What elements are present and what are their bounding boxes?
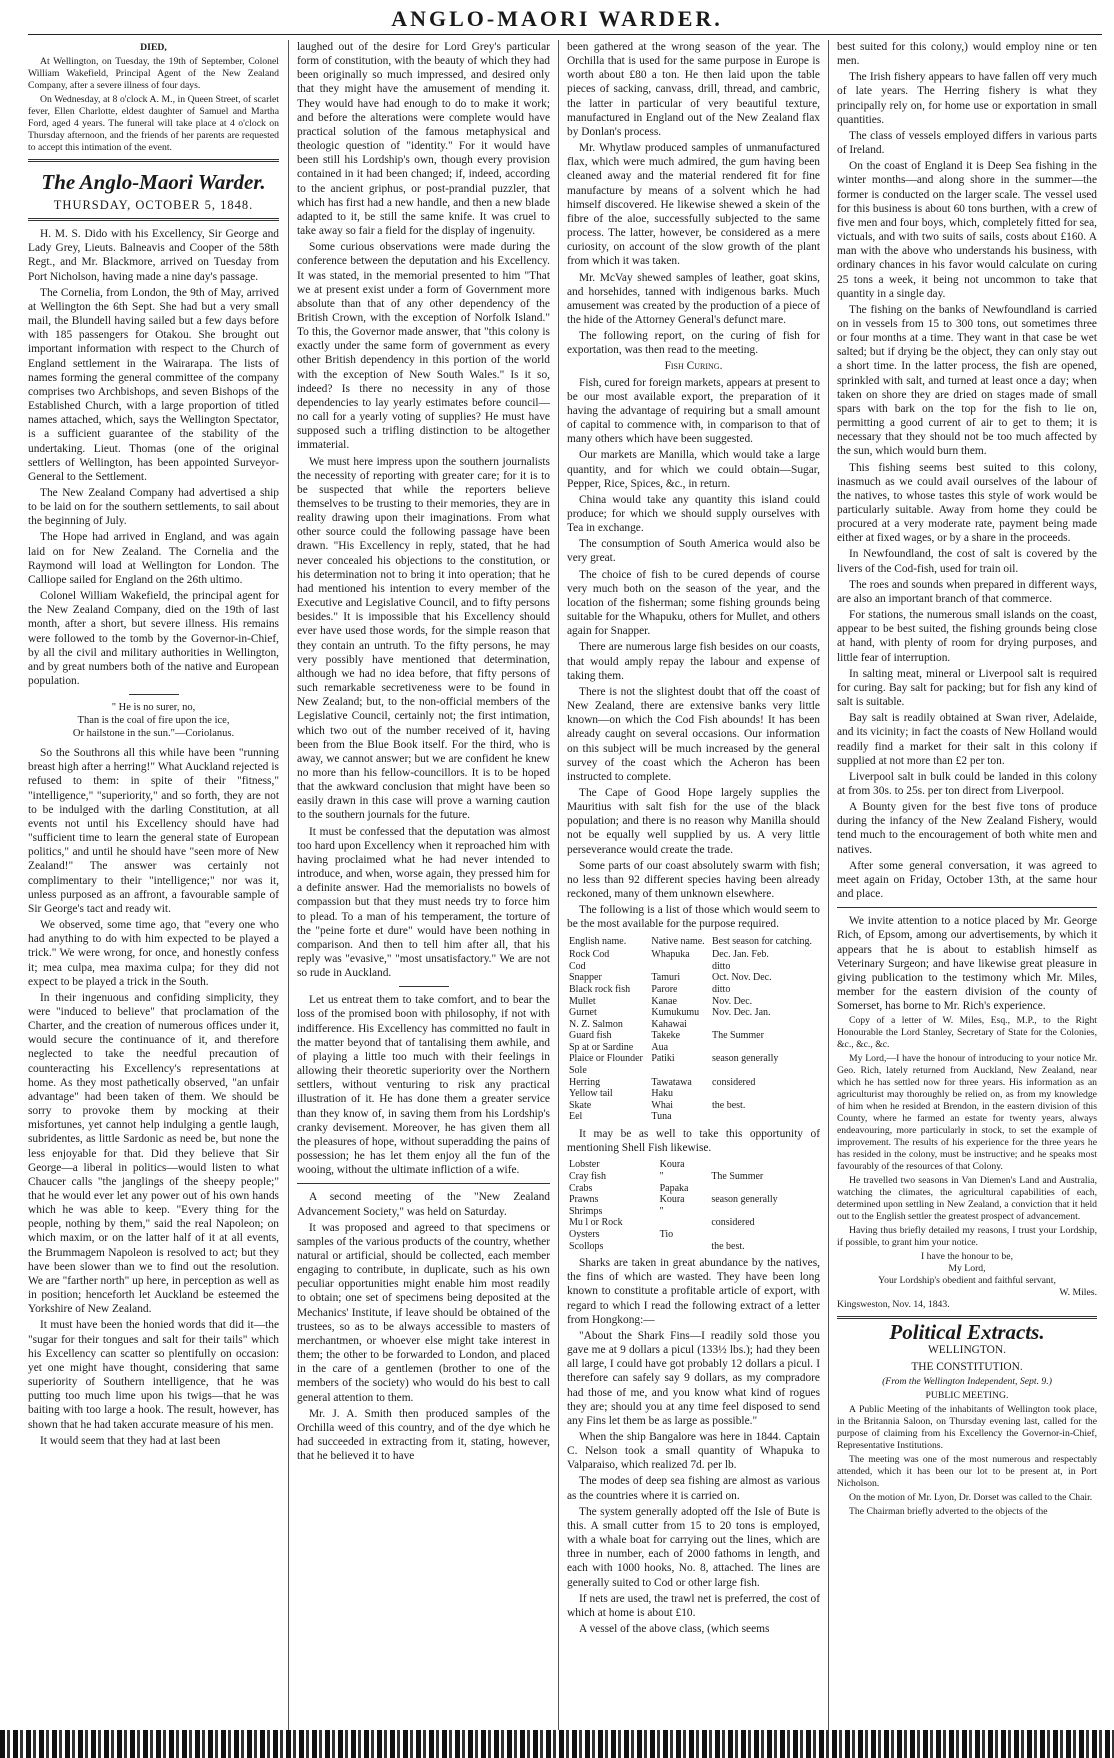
article-paragraph: A second meeting of the "New Zealand Advancement Society," was held on Saturday. xyxy=(297,1191,550,1218)
table-cell: Skate xyxy=(569,1099,592,1111)
divider xyxy=(297,1183,550,1184)
column-divider xyxy=(558,40,559,1730)
article-paragraph: best suited for this colony,) would employ nine or ten men. xyxy=(837,41,1097,68)
paper-title: The Anglo-Maori Warder. xyxy=(41,170,266,194)
article-paragraph: This fishing seems best suited to this colony, inasmuch as we could avail ourselves of the labour of the natives, to whose tastes this style of work would be particularly suitable. Away from home they could be procured at a very moderate rate, payment being made either at fixed wages, or by a share in the proceeds. xyxy=(837,461,1097,545)
table-cell xyxy=(710,1088,820,1100)
table-cell: ditto xyxy=(712,960,731,972)
table-cell: Mu l or Rock xyxy=(569,1217,623,1229)
article-paragraph: It was proposed and agreed to that specimens or samples of the various products of the country, whether natural or artificial, should be collected, each member engaging to contribute, in duplicate, such as his own peculiar opportunities might enable him most readily to obtain; one set of specimens being deposited at the Mechanics' Institute, if leave should be obtained of the trustees, so as to be always accessible to masters of merchantmen, or whoever else might take interest in them; the other to be forwarded to London, and placed in the care of a gentlemen (brother to one of the members of the society) who would do his best to call general attention to them. xyxy=(297,1221,550,1404)
table-cell xyxy=(709,1206,820,1218)
article-paragraph: If nets are used, the trawl net is preferred, the cost of which at home is about £10. xyxy=(567,1592,820,1619)
letter-signature: W. Miles. xyxy=(1059,1287,1097,1299)
article-paragraph: Let us entreat them to take comfort, and to bear the loss of the promised boon with philosophy, if not with indifference. His Excellency has committed no fault in the matter beyond that of tantalising them awhile, and of playing a little too much with their feelings in allowing their theoretic superiority over the Northern settlers, without venturing to risk any practical illustration of it. He has done them a greater service than they know of, in saving them from his Lordship's cranky devisement. Moreover, he has given them all the pleasures of hope, without superadding the pains of possession; he has let them enjoy all the fun of the wooing, without the ultimate infliction of a wife. xyxy=(297,994,550,1177)
article-paragraph: "About the Shark Fins—I readily sold those you gave me at 9 dollars a picul (133½ lbs.); had they been all large, I could have got probably 12 dollars a picul. I therefore can safely say 9 dollars, as my compradore had those of me, and you know what kind of rogues they are; should you at any time feel disposed to send any Fins let them be as large as possible." xyxy=(567,1329,820,1427)
article-paragraph: A vessel of the above class, (which seems xyxy=(579,1623,770,1635)
article-paragraph: Colonel William Wakefield, the principal agent for the New Zealand Company, died on the 19th of last month, after a short, but severe illness. His remains were followed to the tomb by the Governor-in-Chief, by all the civil and military authorities in Wellington, and by great numbers both of the native and European population. xyxy=(28,590,279,687)
table-row xyxy=(567,1194,820,1206)
article-paragraph: The consumption of South America would also be very great. xyxy=(567,538,820,565)
table-cell: Crabs xyxy=(569,1182,593,1194)
table-cell: Tamuri xyxy=(651,972,681,984)
fish-table-body xyxy=(567,949,820,1123)
table-cell: considered xyxy=(711,1217,755,1229)
epigraph-line: " He is no surer, no, xyxy=(111,702,196,714)
shellfish-table-body xyxy=(567,1159,820,1252)
table-cell xyxy=(710,1042,820,1054)
article-paragraph: Some parts of our coast absolutely swarm with fish; no less than 92 different species having been already reckoned, many of them unknown elsewhere. xyxy=(567,859,820,901)
divider xyxy=(28,218,279,221)
table-cell: N. Z. Salmon xyxy=(569,1018,623,1030)
table-cell: Aua xyxy=(651,1041,669,1053)
article-paragraph: It must be confessed that the deputation was almost too hard upon Excellency when it reproached him with having proclaimed what he had never intended to introduce, and when, worse again, they pressed him for a definite answer. Had the memorialists no bowels of compassion but that they must needs try to force him to plead. To a man of his temperament, the torture of the "peine forte et dure" would have been nothing in comparison. And then to tell him after all, that his reply was "evasive," "most unsatisfactory." We are not so rude in Auckland. xyxy=(297,825,550,980)
table-cell: season generally xyxy=(711,1194,778,1206)
article-paragraph: There is not the slightest doubt that off the coast of New Zealand, there are extensive banks very little known—on which the Cod Fish abounds! It has been already caught on several occasions. Our information on this subject will be much increased by the general survey of the coast which the Acheron has been instructed to complete. xyxy=(567,685,820,783)
article-paragraph: H. M. S. Dido with his Excellency, Sir George and Lady Grey, Lieuts. Balneavis and Cooper of the 58th Regt., and Mr. Blackmore, arrived on Tuesday from Port Nicholson, having made a nine day's passage. xyxy=(28,228,279,283)
section-title: Political Extracts. xyxy=(889,1320,1045,1345)
table-cell: Plaice or Flounder xyxy=(569,1053,643,1065)
table-cell: " xyxy=(659,1205,664,1217)
article-paragraph: The Irish fishery appears to have fallen off very much of late years. The Herring fishery is what they principally rely on, for home use or exportation in small quantities. xyxy=(837,71,1097,126)
article-paragraph: Bay salt is readily obtained at Swan river, Adelaide, and its vicinity; in fact the coasts of New Holland would readily find a market for their salt in this colony if supplied at not more than £2 per ton. xyxy=(837,712,1097,767)
issue-date: THURSDAY, OCTOBER 5, 1848. xyxy=(53,198,254,212)
table-cell: Takeke xyxy=(651,1030,681,1042)
source-line: (From the Wellington Independent, Sept. 9.) xyxy=(882,1375,1052,1387)
table-cell: Prawns xyxy=(569,1194,599,1206)
letter-place: Kingsweston, Nov. 14, 1843. xyxy=(837,1299,950,1311)
table-header-row xyxy=(567,936,820,950)
table-row xyxy=(567,1111,820,1123)
letter-signoff: I have the honour to be, xyxy=(920,1251,1013,1263)
death-notice: On Wednesday, at 8 o'clock A. M., in Queen Street, of scarlet fever, Ellen Charlotte, eldest daughter of Samuel and Martha Ford, aged 4 years. The funeral will take place at 4 o'clock on Thursday afternoon, and the friends of her parents are requested to accept this intimation of the event. xyxy=(28,94,279,153)
table-cell: Koura xyxy=(659,1159,685,1171)
died-heading: DIED, xyxy=(140,42,167,53)
table-row xyxy=(567,1019,820,1031)
column-divider xyxy=(828,40,829,1730)
table-row xyxy=(567,996,820,1008)
table-cell: The Summer xyxy=(711,1170,764,1182)
masthead: ANGLO-MAORI WARDER. xyxy=(391,6,723,31)
letter-body: My Lord,—I have the honour of introducing to your notice Mr. Geo. Rich, lately returned from Auckland, New Zealand, near which he has settled now for three years. His information as an agriculturist may thoroughly be relied on, as from my knowledge of him when he resided at Brendon, in the eastern division of this County, where he farmed an estate for twenty years, always endeavouring, more particularly in stock, to set the example of improvement. The results of his experience for the three years he has resided in the colony, must be instructive; and he speaks most favourably of the resources of that Colony. xyxy=(837,1053,1097,1173)
table-cell xyxy=(709,1183,820,1195)
table-cell: Whai xyxy=(651,1099,674,1111)
table-cell: Mullet xyxy=(569,995,596,1007)
table-cell: Tio xyxy=(659,1228,674,1240)
place-heading: WELLINGTON. xyxy=(928,1344,1006,1357)
table-cell xyxy=(658,1241,710,1253)
column-header: Native name. xyxy=(651,935,705,947)
table-cell: " xyxy=(659,1170,664,1182)
article-paragraph: We must here impress upon the southern journalists the necessity of reporting with greater care; for it is to be suspected that while the reporters believe themselves to be trusting to their memories, they are in reality drawing upon their imaginations. From what other source could the following passage have been drawn. "His Excellency in reply, stated, that he had never concealed his objections to the constitution, or his determination not to bring it into operation; that he had mentioned his intention to every member of the Executive and Legislative Council, and to fifty persons besides." It is impossible that his Excellency should ever have used those words, for the simple reason that they contain an untruth. To the fifty persons, he may very possibly have mentioned that determination, although we had no idea before, that fifty persons of such remarkable secretiveness were to be found in New Zealand; but, to the non-official members of the Legislative Council, certainly not; the first intimation, which two out of the number received of it, having been from the Blue Book itself. For the third, who is away, we cannot answer; but we are confident he knew no more than his fellow-councillors. It is to be hoped that the awkward conclusion that might have been so easily drawn in this case will prove a warning caution to the southern journals for the future. xyxy=(297,455,550,822)
table-cell: Cray fish xyxy=(569,1170,606,1182)
table-row xyxy=(567,1159,820,1171)
article-paragraph: It would seem that they had at last been xyxy=(40,1434,221,1447)
table-cell: Oct. Nov. Dec. xyxy=(712,972,772,984)
table-cell: ditto xyxy=(712,983,731,995)
epigraph-line: Or hailstone in the sun."—Coriolanus. xyxy=(72,728,235,740)
divider xyxy=(837,1316,1097,1319)
article-paragraph: We invite attention to a notice placed by Mr. George Rich, of Epsom, among our advertisements, by which it appears that he is about to establish himself as Veterinary Surgeon; and have likewise great pleasure in giving publication to the testimony which Mr. Miles, member for the eastern division of the county of Somerset, has borne to Mr. Rich's experience. xyxy=(837,915,1097,1013)
table-cell xyxy=(710,1065,820,1077)
article-paragraph: The Hope had arrived in England, and was again laid on for New Zealand. The Cornelia and the Raymond will load at Wellington for London. The Calliope sailed for England on the 26th ultimo. xyxy=(28,531,279,586)
article-paragraph: The following report, on the curing of fish for exportation, was then read to the meeting. xyxy=(567,330,820,357)
article-paragraph: The system generally adopted off the Isle of Bute is this. A small cutter from 15 to 20 tons is employed, with a whale boat for carrying out the lines, which are three in number, each of 2000 fathoms in length, and each with 1000 hooks, No. 8, attached. The lines are generally suited to Cod or other large fish. xyxy=(567,1505,820,1589)
column-3 xyxy=(567,40,820,1725)
table-cell: Dec. Jan. Feb. xyxy=(712,949,769,961)
table-cell: Shrimps xyxy=(569,1205,603,1217)
article-paragraph: A Bounty given for the best five tons of produce during the infancy of the New Zealand Fishery, would tend much to the encouragement of both white men and natives. xyxy=(837,801,1097,856)
article-paragraph: Mr. Whytlaw produced samples of unmanufactured flax, which were much admired, the gum having been cleaned away and the material rendered fit for fine manufacture by means of a solvent which he had himself discovered. He likewise shewed a skein of the fibre of the aloe, successfully subjected to the same process. The latter, however, be considered as a mere curiosity, on account of the slow growth of the plant from which it was taken. xyxy=(567,142,820,268)
article-paragraph: The New Zealand Company had advertised a ship to be laid on for the southern settlements, to sail about the beginning of July. xyxy=(28,486,279,528)
article-paragraph: Some curious observations were made during the conference between the deputation and his Excellency. It was stated, in the memorial presented to him "That we at present exist under a form of Government more absolute than that of any other dependency of the British Crown, with the exception of Norfolk Island." To this, the Governor made answer, that "this colony is exactly under the same form of government as every other British dependency in this portion of the world with the exception of New South Wales." Is it so, indeed? Is there no necessity in any of those dependencies to lay yearly estimates before council—no call for a yearly voting of supplies? He must have supposed such a trifling distinction to be altogether immaterial. xyxy=(297,241,550,452)
table-cell: Haku xyxy=(651,1088,674,1100)
table-row xyxy=(567,1206,820,1218)
table-cell: Sole xyxy=(569,1065,587,1077)
subheading: PUBLIC MEETING. xyxy=(925,1389,1009,1401)
article-paragraph: laughed out of the desire for Lord Grey's particular form of constitution, with the beauty of which they had been originally so much impressed, and desired only that they might have the amusement of mending it. They would have had enough to do to make it work; and before the alterations were complete would have practical solution of the famous metaphysical and theologic question of "identity." For it would have been still his Lordship's own, though every provision contained in it had been changed; if, indeed, according to the ancient griphus, or post-prandial puzzler, that which has first had a new handle, and then a new blade adapted to it, be still the same knife. It was cruel to take away so fair a field for the display of ingenuity. xyxy=(297,41,550,238)
article-paragraph: China would take any quantity this island could produce; for which we should supply ourselves with Tea in exchange. xyxy=(567,493,820,535)
table-cell: The Summer xyxy=(712,1030,764,1042)
table-cell: Eel xyxy=(569,1111,583,1123)
table-cell: considered xyxy=(712,1076,756,1088)
article-paragraph: In salting meat, mineral or Liverpool salt is required for curing. Bay salt for packing; but for fish any kind of salt is suitable. xyxy=(837,667,1097,709)
article-paragraph: The meeting was one of the most numerous and respectably attended, which it has been our lot to be present at, in Port Nicholson. xyxy=(837,1453,1097,1489)
article-paragraph: On the motion of Mr. Lyon, Dr. Dorset was called to the Chair. xyxy=(849,1491,1093,1503)
table-row xyxy=(567,949,820,961)
article-heading: THE CONSTITUTION. xyxy=(911,1360,1023,1373)
table-cell: Whapuka xyxy=(651,949,690,961)
article-paragraph: The Cornelia, from London, the 9th of May, arrived at Wellington the 6th Sept. She had but a very small mail, the Blundell having sailed but a few days before with 185 passengers for Otakou. She brought out important information with respect to the Church of England settlement in the Wairarapa. The lists of names forming the general committee of the company comprises two Archbishops, and seven Bishops of the Established Church, with a large proportion of titled names attached, which, says the Wellington Spectator, is a sufficient guarantee of the stability of the undertaking. Lieut. Thomas (one of the original settlers of Wellington, has been appointed Surveyor-General to the Settlement. xyxy=(28,286,279,483)
table-cell: Tuna xyxy=(651,1111,672,1123)
table-row xyxy=(567,1241,820,1253)
column-1 xyxy=(28,40,279,1725)
table-cell: Lobster xyxy=(569,1159,600,1171)
article-paragraph: We observed, some time ago, that "every one who had anything to do with him expected to be played a trick." We were wrong, for once, and honestly confess it; mea culpa, mea maxima culpa; for they did not expect to be played a trick in the South. xyxy=(28,919,279,988)
table-row xyxy=(567,1088,820,1100)
divider xyxy=(837,907,1097,908)
column-header: English name. xyxy=(569,935,627,947)
article-paragraph: On the coast of England it is Deep Sea fishing in the winter months—and along shore in the summer—the former is conducted on the larger scale. The vessel used for this business is about 60 tons burthen, with a crew of five men and four boys, which, completely fitted for sea, victuals, and with two suits of sails, costs about £160. A man with the above who understands his business, with ordinary chances in his favor would calculate on curing 25 tons a week, it being not uncommon to take that quantity in a single day. xyxy=(837,160,1097,300)
table-cell: Rock Cod xyxy=(569,949,610,961)
article-paragraph: The following is a list of those which would seem to be the most available for the purpose required. xyxy=(567,904,820,931)
table-row xyxy=(567,1100,820,1112)
table-cell: the best. xyxy=(711,1240,745,1252)
table-row xyxy=(567,1053,820,1065)
letter-body: He travelled two seasons in Van Diemen's Land and Australia, watching the climates, the agricultural capabilities of each, determined upon settling in New Zealand, a conviction that it held out to the English settler the greatest prospect of advancement. xyxy=(837,1175,1097,1223)
table-cell: the best. xyxy=(712,1099,746,1111)
section-heading: Fish Curing. xyxy=(664,360,723,373)
table-row xyxy=(567,972,820,984)
article-paragraph: The Cape of Good Hope largely supplies the Mauritius with salt fish for the use of the black population; and there is no reason why Manilla should not be equally well supplied by us. A very little perseverance would create the trade. xyxy=(567,786,820,856)
epigraph xyxy=(28,701,279,740)
table-cell: Parore xyxy=(651,983,678,995)
article-paragraph: Our markets are Manilla, which would take a large quantity, and for which we could obtain—Sugar, Pepper, Rice, Spices, &c., in return. xyxy=(567,449,820,490)
article-paragraph: The class of vessels employed differs in various parts of Ireland. xyxy=(837,129,1097,157)
article-paragraph: A Public Meeting of the inhabitants of Wellington took place, in the Britannia Saloon, on Thursday evening last, called for the purpose of claiming from his Excellency the Governor-in-Chief, Representative Institutions. xyxy=(837,1403,1097,1451)
table-cell: Papaka xyxy=(659,1182,689,1194)
fish-table xyxy=(567,936,820,1124)
table-row xyxy=(567,1077,820,1089)
article-paragraph: Mr. McVay shewed samples of leather, goat skins, and horsehides, tanned with indigenous barks. Much amusement was created by the production of a piece of the hide of the Attorney General's defunct mare. xyxy=(567,271,820,326)
letter-signoff: My Lord, xyxy=(948,1263,986,1275)
article-paragraph: The Chairman briefly adverted to the objects of the xyxy=(849,1505,1048,1517)
table-row xyxy=(567,1229,820,1241)
table-row xyxy=(567,1183,820,1195)
table-cell: season generally xyxy=(712,1053,779,1065)
table-cell: Oysters xyxy=(569,1228,600,1240)
table-cell: Kahawai xyxy=(651,1018,687,1030)
table-cell: Yellow tail xyxy=(569,1088,613,1100)
table-row xyxy=(567,1065,820,1077)
article-paragraph: Sharks are taken in great abundance by the natives, the fins of which are wasted. They have been long known to constitute a profitable article of export, with regard to which I read the following extract of a letter from Hongkong:— xyxy=(567,1257,820,1326)
table-cell xyxy=(649,1065,710,1077)
table-cell: Sp at or Sardine xyxy=(569,1041,634,1053)
table-row xyxy=(567,1007,820,1019)
article-paragraph: When the ship Bangalore was here in 1844. Captain C. Nelson took a small quantity of Whapuka to Valparaiso, which realized 7d. per lb. xyxy=(567,1430,820,1472)
article-paragraph: The modes of deep sea fishing are almost as various as the countries where it is carried on. xyxy=(567,1475,820,1502)
divider xyxy=(399,986,449,987)
article-paragraph: Mr. J. A. Smith then produced samples of the Orchilla weed of this country, and of the dye which he had succeeded in extracting from it, stating, however, that he believed it to have xyxy=(297,1407,550,1463)
table-cell: Kumukumu xyxy=(651,1007,700,1019)
article-paragraph: For stations, the numerous small islands on the coast, appear to be best suited, the fishing grounds being close at hand, with plenty of room for drying purposes, and little fear of interruption. xyxy=(837,609,1097,664)
table-row xyxy=(567,1030,820,1042)
column-2 xyxy=(297,40,550,1725)
column-4 xyxy=(837,40,1097,1725)
table-cell: Gurnet xyxy=(569,1007,597,1019)
table-cell: Snapper xyxy=(569,972,602,984)
table-cell: Patiki xyxy=(651,1053,675,1065)
table-cell: Guard fish xyxy=(569,1030,612,1042)
article-paragraph: It must have been the honied words that did it—the "sugar for their tongues and salt for their tails" which his Excellency can scatter so plentifully on occasion: yet one might have thought, considering that same superiority of Southern intelligence, that he was putting too much lime upon his twigs—that he was baiting with too large a hook. The result, however, has shown that he had taken accurate measure of his men. xyxy=(28,1319,279,1431)
article-paragraph: After some general conversation, it was agreed to meet again on Friday, October 13th, at the same hour and place. xyxy=(837,859,1097,901)
table-row xyxy=(567,1171,820,1183)
article-paragraph: Liverpool salt in bulk could be landed in this colony at from 30s. to 25s. per ton direct from Liverpool. xyxy=(837,770,1097,797)
divider xyxy=(28,159,279,162)
table-row xyxy=(567,984,820,996)
table-row xyxy=(567,961,820,973)
letter-signoff: Your Lordship's obedient and faithful servant, xyxy=(878,1275,1056,1287)
column-divider xyxy=(288,40,289,1730)
top-rule xyxy=(28,34,1102,35)
death-notice: At Wellington, on Tuesday, the 19th of September, Colonel William Wakefield, Principal Agent of the New Zealand Company, after a severe illness of four days. xyxy=(28,56,279,91)
table-cell: Cod xyxy=(569,960,586,972)
table-cell xyxy=(710,1019,820,1031)
table-row xyxy=(567,1042,820,1054)
table-cell: Tawatawa xyxy=(651,1076,692,1088)
divider xyxy=(129,694,179,695)
article-paragraph: The choice of fish to be cured depends of course very much both on the season of the year, and the location of the fisherman; some fishing grounds being suitable for the Whapuku, others for Mullet, and others again for Snapper. xyxy=(567,568,820,638)
letter-body: Having thus briefly detailed my reasons, I trust your Lordship, if possible, to grant him your notice. xyxy=(837,1225,1097,1249)
table-cell: Koura xyxy=(659,1194,685,1206)
table-cell xyxy=(649,961,710,973)
table-cell xyxy=(709,1229,820,1241)
article-paragraph: There are numerous large fish besides on our coasts, that would amply repay the labour and expense of taking them. xyxy=(567,641,820,682)
table-row xyxy=(567,1217,820,1229)
table-cell: Kanae xyxy=(651,995,677,1007)
article-paragraph: The fishing on the banks of Newfoundland is carried on in vessels from 15 to 300 tons, out sometimes three or four months at a time. They want in that case be wet salted; but if drying be the object, they can only stay out a short time. In the latter process, the fish are opened, sprinkled with salt, and turned at least once a day; when taken on shore they are dried on stages made of small spars with bark on the top for the fish to lie on, permitting a good current of air to get to them; it is necessary that they should not be too much affected by the sun, which would burn them. xyxy=(837,303,1097,458)
table-cell: Nov. Dec. Jan. xyxy=(712,1007,771,1019)
article-paragraph: It may be as well to take this opportunity of mentioning Shell Fish likewise. xyxy=(567,1128,820,1155)
table-cell: Nov. Dec. xyxy=(712,995,753,1007)
article-paragraph: been gathered at the wrong season of the year. The Orchilla that is used for the same purpose in Europe is worth about £80 a ton. He then laid upon the table pieces of sacking, canvass, drill, thread, and cambric, the latter in particular of very beautiful texture, manufactured in England out of the New Zealand flax by Donlan's process. xyxy=(567,41,820,138)
table-cell xyxy=(709,1159,820,1171)
article-paragraph: In their ingenuous and confiding simplicity, they were "induced to believe" that proclamation of the Charter, and the creation of numerous offices under it, would secure the continuance of it, and therefore neglected to take the needful precaution of counteracting his Excellency's representations at home. As they most pathetically observed, "an unfair advantage" had been taken of them. We should be sorry to provoke them by mocking at their misfortunes, yet cannot help indulging a gentle laugh, subridentes, as little Sardonic as need be, but none the less enjoyable for that. Did they believe that Sir George—a liberal in politics—would listen to what Chaucer calls "the janglings of the sheepy people;" that he would ever let any power out of his own hands which he was able to keep. "Every thing for the people, nothing by them," said the real Napoleon; on which maxim, or on the latter half of it at all events, the Brummagem Napoleon is resolved to act; but they have been slower than we to find out the resolution. We are "farther north" up here, in perception as well as in position; henceforth let Auckland be esteemed the Yorkshire of New Zealand. xyxy=(28,991,279,1316)
table-cell: Black rock fish xyxy=(569,983,631,995)
shellfish-table xyxy=(567,1159,820,1252)
table-cell: Scollops xyxy=(569,1240,604,1252)
column-header: Best season for catching. xyxy=(712,935,812,947)
letter-heading: Copy of a letter of W. Miles, Esq., M.P., to the Right Honourable the Lord Stanley, Secretary of State for the Colonies, &c., &c., &c. xyxy=(837,1015,1097,1051)
page-edge xyxy=(0,1730,1114,1758)
table-cell: Herring xyxy=(569,1076,601,1088)
table-cell xyxy=(658,1217,710,1229)
article-paragraph: In Newfoundland, the cost of salt is covered by the livers of the Cod-fish, used for train oil. xyxy=(837,548,1097,575)
table-cell xyxy=(710,1111,820,1123)
article-paragraph: Fish, cured for foreign markets, appears at present to be our most available export, the preparation of it having the advantage of requiring but a small amount of capital to commence with, in comparison to that of many others which have been suggested. xyxy=(567,376,820,446)
article-paragraph: The roes and sounds when prepared in different ways, are also an important branch of that commerce. xyxy=(837,578,1097,605)
article-paragraph: So the Southrons all this while have been "running breast high after a herring!" What Auckland rejected is refused to them: in spite of their "fitness," "intelligence," "superiority," and so forth, they are not to be indulged with the darling Constitution, at all events not until his Excellency should have had "sufficient time to learn the general state of European politics," and until he should have "seen more of New Zealand!" The answer was certainly not complimentary to their "intelligence;" nor was it, unless purposed as an affront, a favourable sample of Sir George's tact and ready wit. xyxy=(28,747,279,915)
epigraph-line: Than is the coal of fire upon the ice, xyxy=(77,715,230,727)
